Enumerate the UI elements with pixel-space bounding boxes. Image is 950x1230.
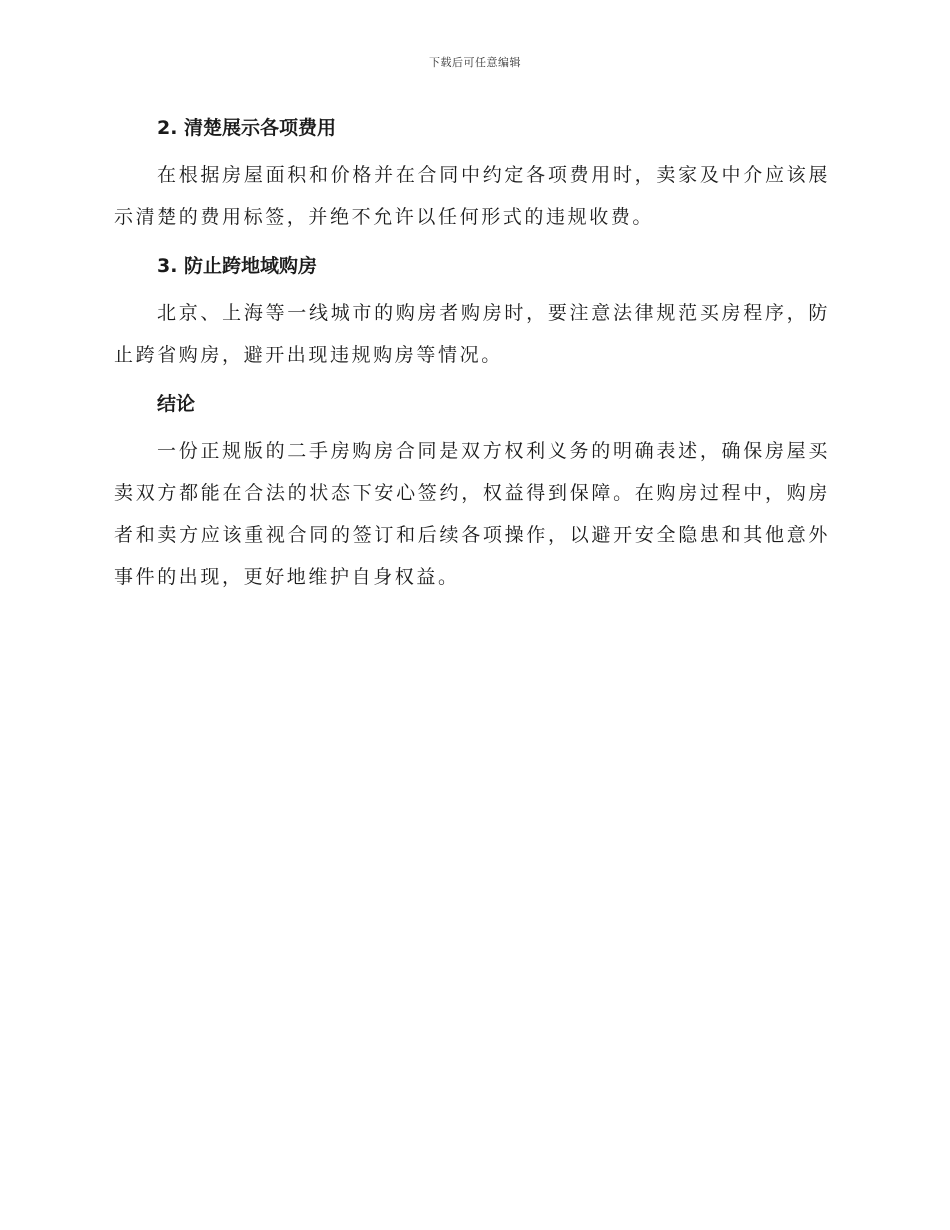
section-paragraph-cross-region: 北京、上海等一线城市的购房者购房时，要注意法律规范买房程序，防止跨省购房，避开出现违规购房等情况。 bbox=[114, 302, 830, 366]
section-heading-fees: 2. 清楚展示各项费用 bbox=[157, 117, 337, 139]
section-paragraph-conclusion: 一份正规版的二手房购房合同是双方权利义务的明确表述，确保房屋买卖双方都能在合法的状态下安心签约，权益得到保障。在购房过程中，购房者和卖方应该重视合同的签订和后续各项操作，以避开安全隐患和其他意外事件的出现，更好地维护自身权益。 bbox=[114, 440, 830, 588]
section-paragraph-fees: 在根据房屋面积和价格并在合同中约定各项费用时，卖家及中介应该展示清楚的费用标签，并绝不允许以任何形式的违规收费。 bbox=[114, 164, 830, 228]
section-heading-cross-region: 3. 防止跨地域购房 bbox=[157, 255, 318, 277]
header-note: 下载后可任意编辑 bbox=[429, 56, 521, 69]
document-body bbox=[114, 110, 830, 598]
section-heading-conclusion: 结论 bbox=[157, 393, 196, 415]
